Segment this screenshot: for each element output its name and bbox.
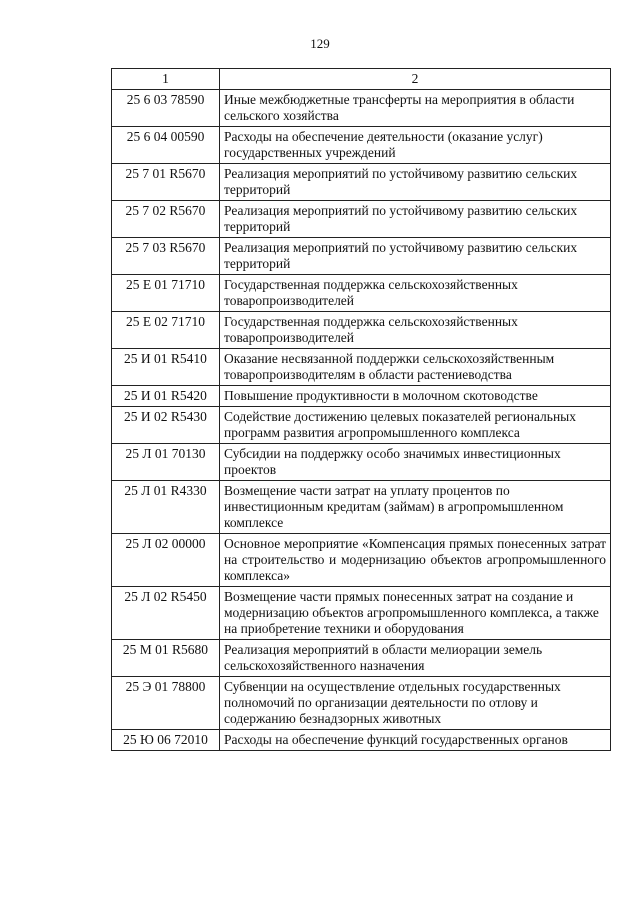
budget-code-cell: 25 Л 01 R4330 (112, 481, 220, 534)
table-row (112, 587, 611, 640)
budget-code-cell: 25 И 01 R5420 (112, 386, 220, 407)
table-row (112, 127, 611, 164)
table-row (112, 640, 611, 677)
budget-code-cell: 25 7 02 R5670 (112, 201, 220, 238)
budget-code-cell: 25 7 01 R5670 (112, 164, 220, 201)
table-row (112, 444, 611, 481)
table-row (112, 386, 611, 407)
budget-code-cell: 25 И 01 R5410 (112, 349, 220, 386)
table-body (112, 90, 611, 751)
description-cell: Возмещение части прямых понесенных затрат на создание и модернизацию объектов агропромышленного комплекса, а также на приобретение техники и оборудования (220, 587, 611, 640)
page-number: 129 (310, 36, 330, 51)
description-cell: Содействие достижению целевых показателей региональных программ развития агропромышленного комплекса (220, 407, 611, 444)
table-row (112, 312, 611, 349)
description-cell: Государственная поддержка сельскохозяйственных товаропроизводителей (220, 312, 611, 349)
table-row (112, 407, 611, 444)
budget-code-cell: 25 Л 01 70130 (112, 444, 220, 481)
table-row (112, 238, 611, 275)
budget-code-cell: 25 6 03 78590 (112, 90, 220, 127)
table-row (112, 164, 611, 201)
table-row (112, 349, 611, 386)
table-row (112, 534, 611, 587)
description-cell: Реализация мероприятий по устойчивому развитию сельских территорий (220, 238, 611, 275)
description-cell: Возмещение части затрат на уплату процентов по инвестиционным кредитам (займам) в агропромышленном комплексе (220, 481, 611, 534)
description-cell: Расходы на обеспечение функций государственных органов (220, 730, 611, 751)
table-row (112, 677, 611, 730)
description-cell: Повышение продуктивности в молочном скотоводстве (220, 386, 611, 407)
table-row (112, 201, 611, 238)
column-header-code: 1 (112, 69, 220, 90)
budget-code-cell: 25 Л 02 R5450 (112, 587, 220, 640)
table-row (112, 481, 611, 534)
description-cell: Субвенции на осуществление отдельных государственных полномочий по организации деятельности по отлову и содержанию безнадзорных животных (220, 677, 611, 730)
column-header-description: 2 (220, 69, 611, 90)
table-header-row (112, 69, 611, 90)
description-cell: Расходы на обеспечение деятельности (оказание услуг) государственных учреждений (220, 127, 611, 164)
budget-code-cell: 25 Л 02 00000 (112, 534, 220, 587)
description-cell: Реализация мероприятий по устойчивому развитию сельских территорий (220, 201, 611, 238)
budget-code-cell: 25 Е 01 71710 (112, 275, 220, 312)
description-cell: Государственная поддержка сельскохозяйственных товаропроизводителей (220, 275, 611, 312)
budget-code-cell: 25 Э 01 78800 (112, 677, 220, 730)
table-row (112, 730, 611, 751)
description-cell: Оказание несвязанной поддержки сельскохозяйственным товаропроизводителям в области растениеводства (220, 349, 611, 386)
budget-code-cell: 25 М 01 R5680 (112, 640, 220, 677)
budget-code-cell: 25 Е 02 71710 (112, 312, 220, 349)
description-cell: Иные межбюджетные трансферты на мероприятия в области сельского хозяйства (220, 90, 611, 127)
budget-code-cell: 25 6 04 00590 (112, 127, 220, 164)
budget-codes-table (111, 68, 611, 751)
budget-code-cell: 25 Ю 06 72010 (112, 730, 220, 751)
budget-code-cell: 25 7 03 R5670 (112, 238, 220, 275)
description-cell: Реализация мероприятий в области мелиорации земель сельскохозяйственного назначения (220, 640, 611, 677)
table-row (112, 275, 611, 312)
table-row (112, 90, 611, 127)
budget-code-cell: 25 И 02 R5430 (112, 407, 220, 444)
description-cell: Субсидии на поддержку особо значимых инвестиционных проектов (220, 444, 611, 481)
description-cell: Реализация мероприятий по устойчивому развитию сельских территорий (220, 164, 611, 201)
description-cell: Основное мероприятие «Компенсация прямых понесенных затрат на строительство и модернизацию объектов агропромышленного комплекса» (220, 534, 611, 587)
